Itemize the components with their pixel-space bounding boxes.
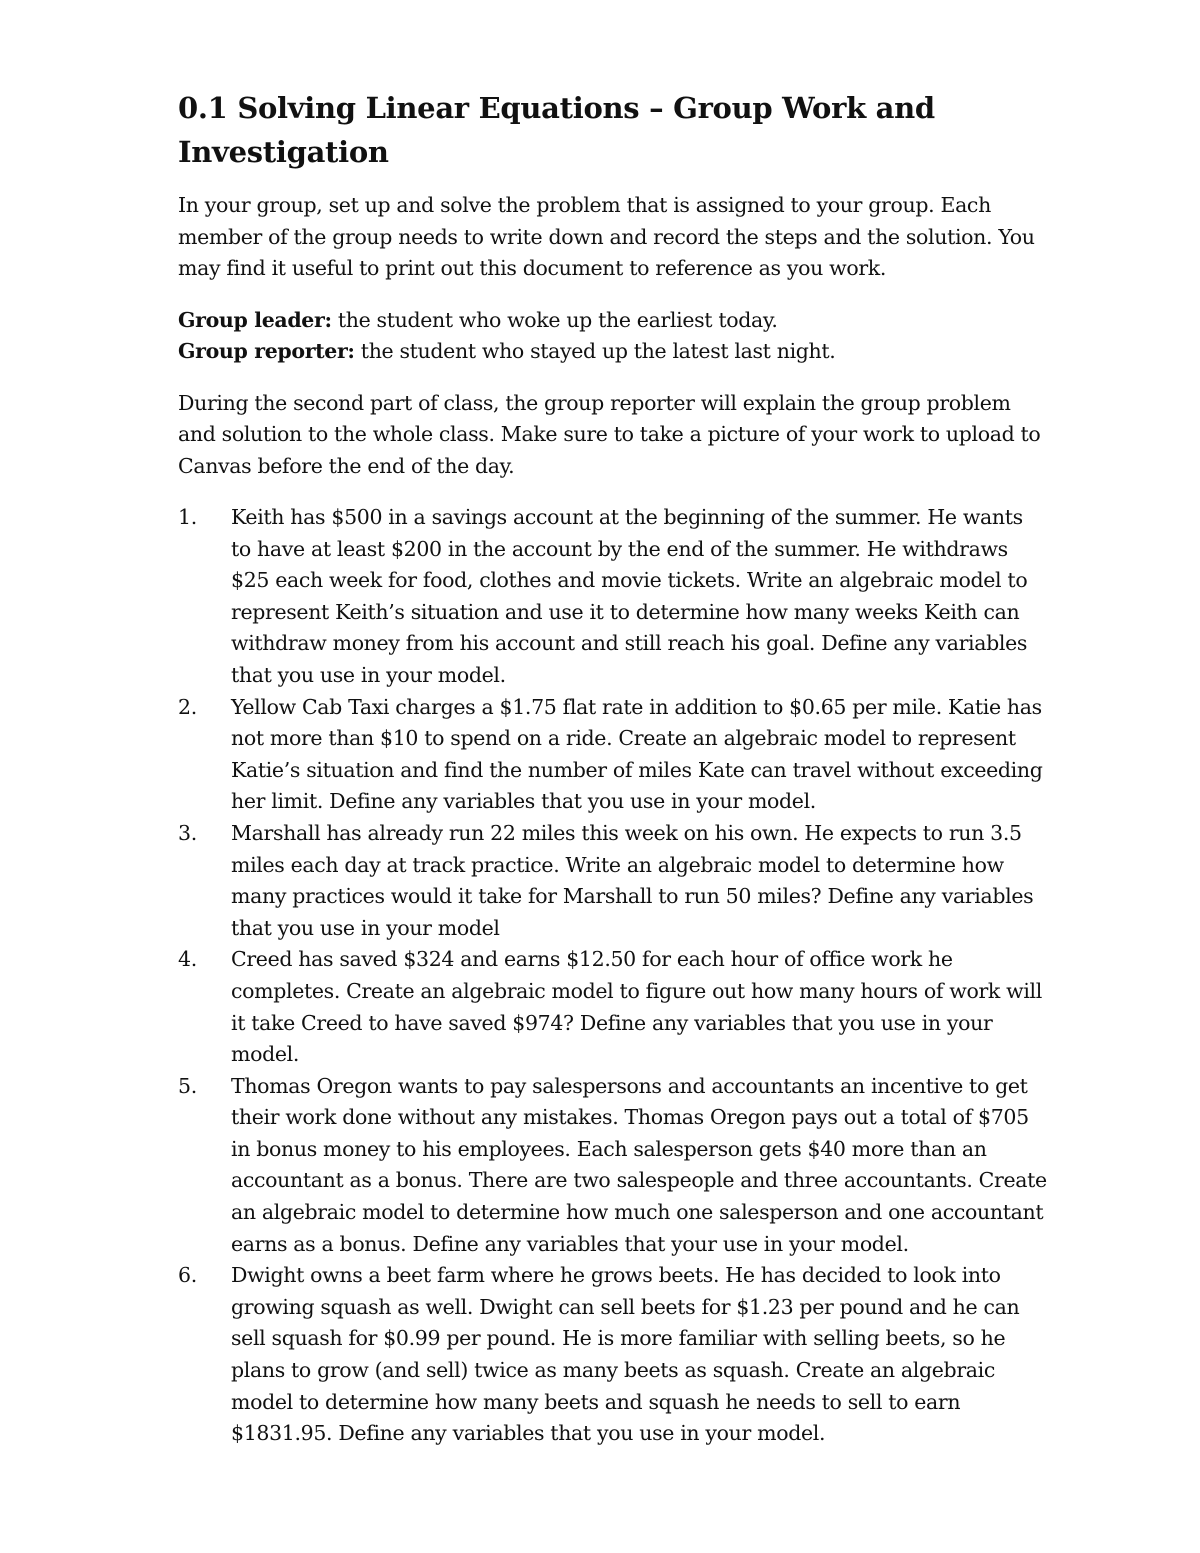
problem-item	[178, 692, 1048, 818]
problem-item	[178, 502, 1048, 692]
instructions-paragraph: During the second part of class, the group reporter will explain the group problem and solution to the whole class. Make sure to take a picture of your work to upload to Canvas before the end of the day.	[178, 390, 1041, 478]
problem-number: 4.	[178, 947, 197, 972]
problem-number: 6.	[178, 1263, 197, 1288]
problem-text: Yellow Cab Taxi charges a $1.75 flat rate in addition to $0.65 per mile. Katie has not more than $10 to spend on a ride. Create an algebraic model to represent Katie’s situation and find the number of miles Kate can travel without exceeding her limit. Define any variables that you use in your model.	[231, 694, 1043, 814]
problem-item	[178, 1071, 1048, 1261]
problem-list	[178, 502, 1048, 1450]
group-reporter-text: the student who stayed up the latest last night.	[354, 339, 836, 363]
group-leader-line	[178, 305, 1048, 337]
problem-text: Marshall has already run 22 miles this week on his own. He expects to run 3.5 miles each day at track practice. Write an algebraic model to determine how many practices would it take for Marshall to run 50 miles? Define any variables that you use in your model	[231, 820, 1034, 940]
problem-number: 2.	[178, 694, 197, 719]
group-reporter-line	[178, 336, 1048, 368]
problem-item	[178, 944, 1048, 1070]
problem-text: Keith has $500 in a savings account at the beginning of the summer. He wants to have at least $200 in the account by the end of the summer. He withdraws $25 each week for food, clothes and movie tickets. Write an algebraic model to represent Keith’s situation and use it to determine how many weeks Keith can withdraw money from his account and still reach his goal. Define any variables that you use in your model.	[231, 505, 1028, 687]
group-leader-label: Group leader:	[178, 307, 332, 332]
problem-item	[178, 1260, 1048, 1450]
problem-text: Creed has saved $324 and earns $12.50 for each hour of office work he completes. Create an algebraic model to figure out how many hours of work will it take Creed to have saved $974? Define any variables that you use in your model.	[231, 947, 1042, 1067]
document-page	[178, 86, 1048, 1450]
problem-item	[178, 818, 1048, 944]
problem-text: Dwight owns a beet farm where he grows beets. He has decided to look into growing squash as well. Dwight can sell beets for $1.23 per pound and he can sell squash for $0.99 per pound. He is more familiar with selling beets, so he plans to grow (and sell) twice as many beets as squash. Create an algebraic model to determine how many beets and squash he needs to sell to earn $1831.95. Define any variables that you use in your model.	[231, 1263, 1020, 1446]
intro-paragraph: In your group, set up and solve the problem that is assigned to your group. Each member of the group needs to write down and record the steps and the solution. You may find it useful to print out this document to reference as you work.	[178, 193, 1035, 280]
group-reporter-label: Group reporter:	[178, 339, 355, 363]
group-roles	[178, 305, 1048, 368]
page-title: 0.1 Solving Linear Equations – Group Work and Investigation	[178, 91, 935, 169]
problem-number: 5.	[178, 1073, 197, 1098]
problem-number: 3.	[178, 820, 197, 845]
problem-number: 1.	[178, 505, 197, 529]
problem-text: Thomas Oregon wants to pay salespersons and accountants an incentive to get their work done without any mistakes. Thomas Oregon pays out a total of $705 in bonus money to his employees. Each salesperson gets $40 more than an accountant as a bonus. There are two salespeople and three accountants. Create an algebraic model to determine how much one salesperson and one accountant earns as a bonus. Define any variables that your use in your model.	[231, 1073, 1047, 1256]
group-leader-text: the student who woke up the earliest today.	[331, 307, 778, 332]
